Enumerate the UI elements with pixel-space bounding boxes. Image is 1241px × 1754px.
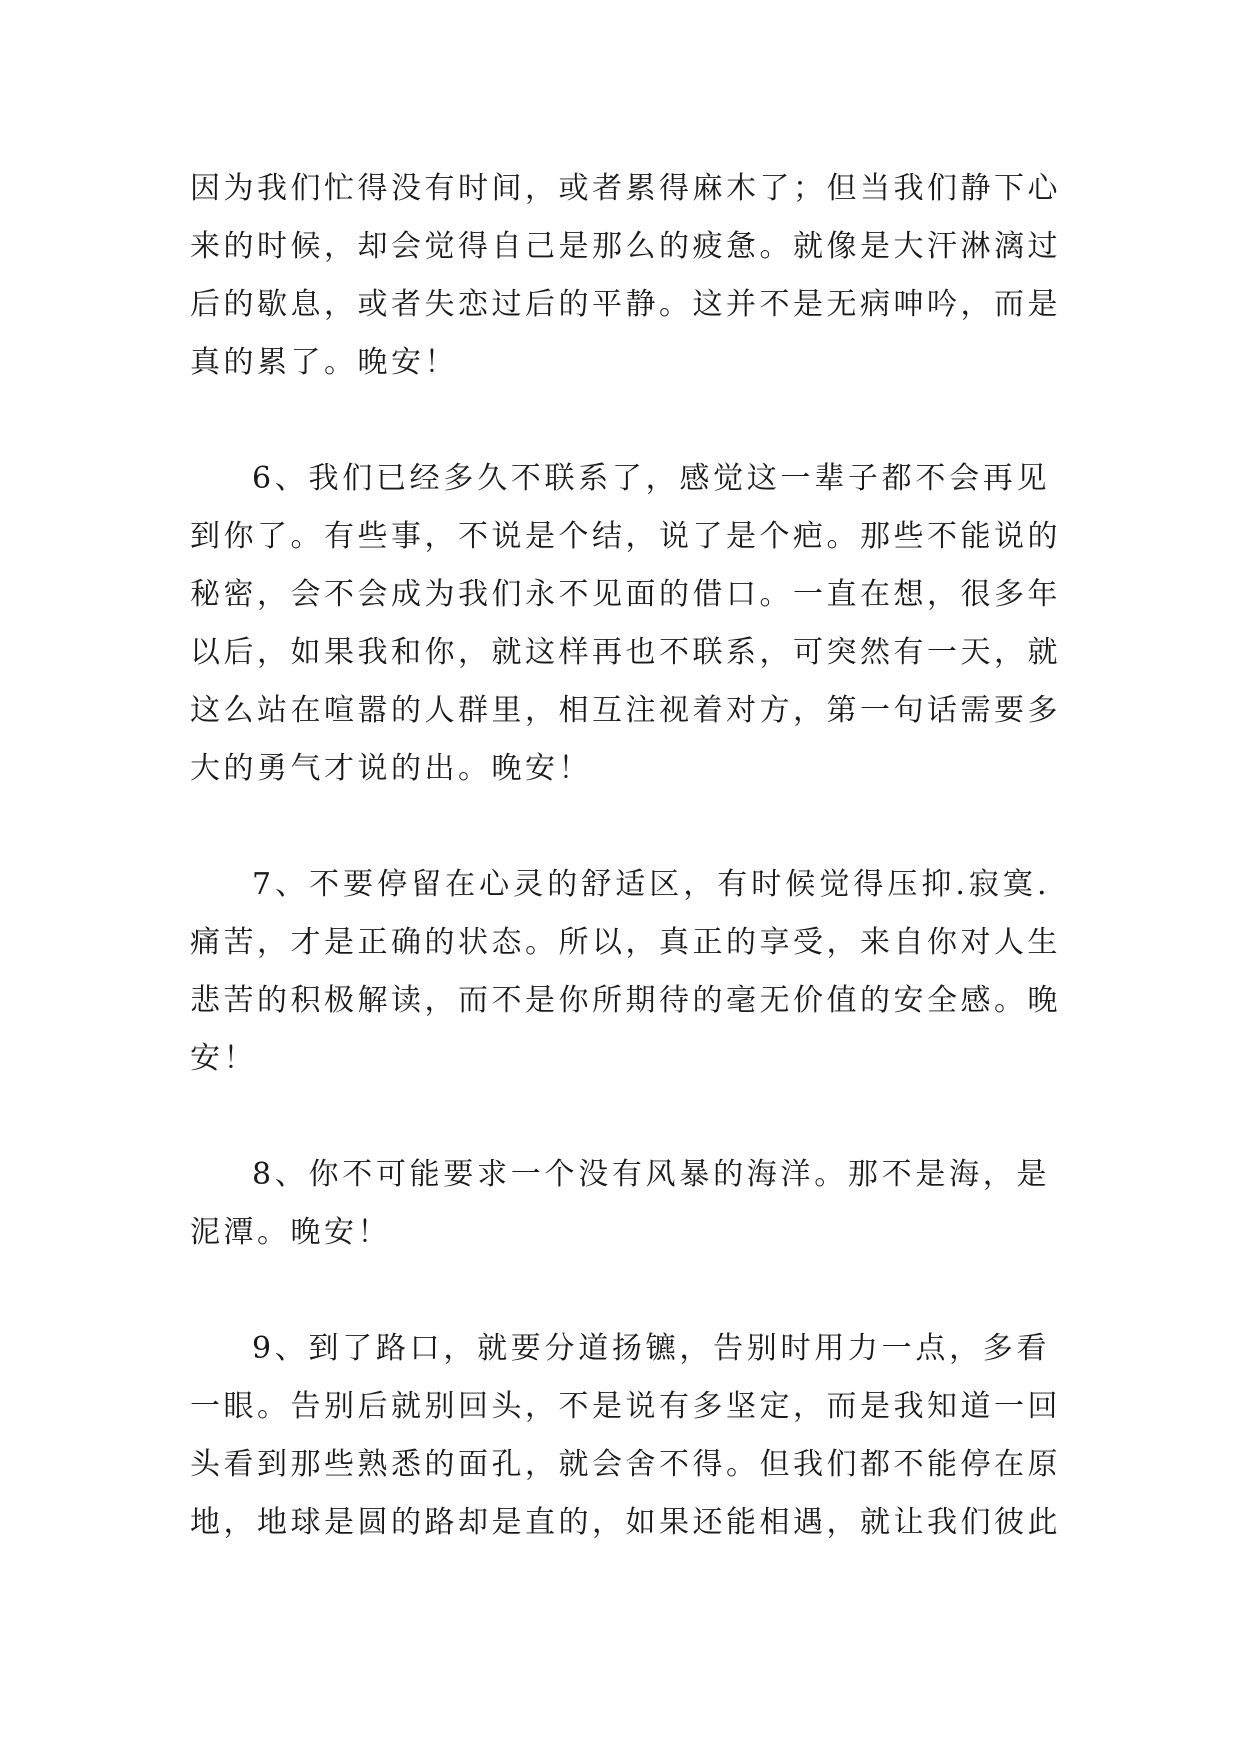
text-line: 7、不要停留在心灵的舒适区，有时候觉得压抑.寂寞.	[252, 867, 1050, 902]
paragraph-gap	[190, 392, 1050, 450]
paragraph-9	[190, 1320, 1061, 1552]
text-line: 一眼。告别后就别回头，不是说有多坚定，而是我知道一回	[190, 1389, 1061, 1424]
text-line: 秘密，会不会成为我们永不见面的借口。一直在想，很多年	[190, 577, 1061, 612]
text-line: 来的时候，却会觉得自己是那么的疲惫。就像是大汗淋漓过	[190, 229, 1061, 264]
text-line: 真的累了。晚安！	[190, 345, 458, 380]
text-line: 泥潭。晚安！	[190, 1215, 391, 1250]
paragraph-6	[190, 450, 1061, 798]
text-line: 8、你不可能要求一个没有风暴的海洋。那不是海，是	[252, 1157, 1050, 1192]
text-line: 安！	[190, 1041, 257, 1076]
text-line: 到你了。有些事，不说是个结，说了是个疤。那些不能说的	[190, 519, 1061, 554]
paragraph-gap	[190, 798, 1050, 856]
paragraph-continued	[190, 160, 1061, 392]
text-line: 悲苦的积极解读，而不是你所期待的毫无价值的安全感。晚	[190, 983, 1061, 1018]
paragraph-7	[190, 856, 1061, 1088]
paragraph-8	[190, 1146, 1050, 1262]
document-body	[190, 160, 1061, 1552]
text-line: 以后，如果我和你，就这样再也不联系，可突然有一天，就	[190, 635, 1061, 670]
text-line: 痛苦，才是正确的状态。所以，真正的享受，来自你对人生	[190, 925, 1061, 960]
text-line: 头看到那些熟悉的面孔，就会舍不得。但我们都不能停在原	[190, 1447, 1061, 1482]
text-line: 因为我们忙得没有时间，或者累得麻木了；但当我们静下心	[190, 171, 1061, 206]
text-line: 这么站在喧嚣的人群里，相互注视着对方，第一句话需要多	[190, 693, 1061, 728]
paragraph-gap	[190, 1262, 1050, 1320]
text-line: 9、到了路口，就要分道扬镳，告别时用力一点，多看	[252, 1331, 1050, 1366]
text-line: 后的歇息，或者失恋过后的平静。这并不是无病呻吟，而是	[190, 287, 1061, 322]
paragraph-gap	[190, 1088, 1050, 1146]
text-line: 6、我们已经多久不联系了，感觉这一辈子都不会再见	[252, 461, 1050, 496]
text-line: 地，地球是圆的路却是直的，如果还能相遇，就让我们彼此	[190, 1505, 1061, 1540]
text-line: 大的勇气才说的出。晚安！	[190, 751, 592, 786]
